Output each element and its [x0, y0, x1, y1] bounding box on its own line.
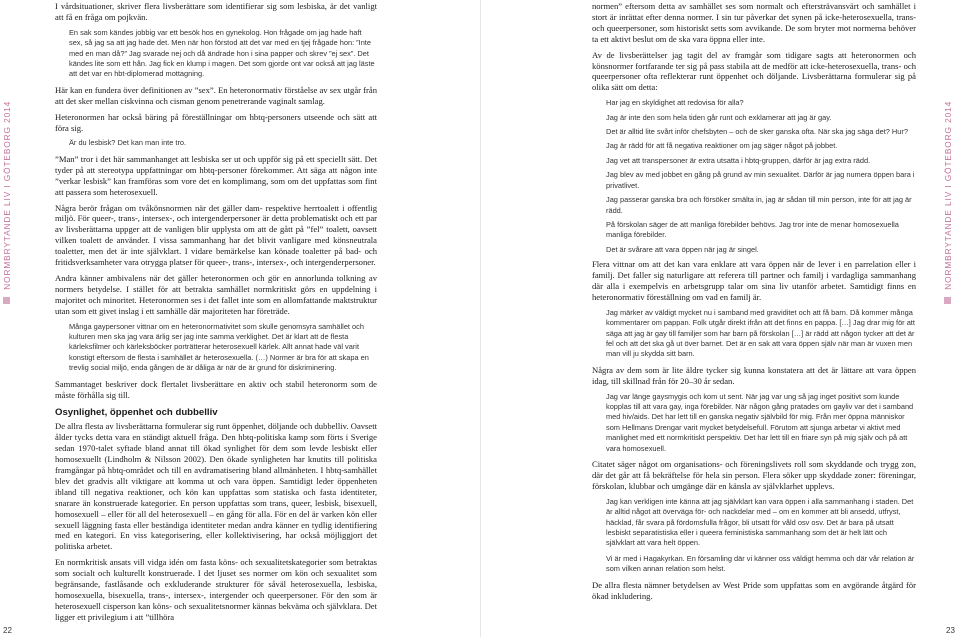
quote-item: Har jag en skyldighet att redovisa för alla?	[606, 98, 744, 108]
page-number-left: 22	[3, 626, 12, 635]
left-column	[55, 0, 377, 628]
running-title-right	[943, 4, 957, 304]
paragraph-older: Några av dem som är lite äldre tycker sig kunna konstatera att det är lättare att vara öppen idag, till skillnad från för 20–30 år sedan.	[592, 364, 916, 386]
paragraph-associations: Citatet säger något om organisations- och föreningslivets roll som skyddande och trygg zon, där det går att få bekräftelse för hela sin person. Flera söker upp skyddade zoner: föreningar, förskolan, klubbar och umgänge där en känsla av självklarhet upplevs.	[592, 459, 916, 491]
right-column	[592, 0, 916, 606]
section-heading: Osynlighet, öppenhet och dubbelliv	[55, 407, 218, 419]
quote-item: Det är alltid lite svårt inför chefsbyten – och de sker ganska ofta. När ska jag säga det? Hur?	[606, 127, 908, 137]
quote-pregnancy: Jag märker av väldigt mycket nu i samband med graviditet och att få barn. Då kommer många kommentarer om pappan. Folk utgår direkt ifrån att det finns en pappa. […] Jag drar mig för att säga att jag är gay till familjer som har barn på förskolan […] är rädd att någon tycker att det är fel och att det ska gå ut över barnet. Det är en sak att vara öppen själv när man är vuxen men man vill ju skydda sitt barn.	[606, 307, 915, 359]
quote-gaysmygis: Jag var länge gaysmygis och kom ut sent. När jag var ung så jag inget positivt som kunde kopplas till att vara gay, inga förebilder. När någon gång pratades om gayliv var det i samband med hiv/aids. Det har lett till en ganska negativ självbild för mig. Från mer öppna människor som Hellmans Drengar varit mycket betydelsefull. Förutom att sjunga arbetar vi aktivt med manlighet med ett normkritiskt perspektiv. Det har lett till en friare syn på mig själv och på att vara homosexuell.	[606, 391, 914, 453]
quote-lesbian: Är du lesbisk? Det kan man inte tro.	[69, 138, 187, 148]
paragraph-summary: Sammantaget beskriver dock flertalet livsberättare en aktiv och stabil heteronorm som de måste förhålla sig till.	[55, 378, 377, 400]
running-title-text: NORMBRYTANDE LIV I GÖTEBORG 2014	[943, 100, 953, 290]
quote-city: Jag kan verkligen inte känna att jag självklart kan vara öppen i alla sammanhang i staden. Det är alltid något att överväga för- och nackdelar med – om en kommer att bli ansedd, utfryst, häcklad, får svara på fördomsfulla frågor, bli utsatt för våld osv osv. Det är bara på utsatt lesbiskt separatistiska eller i queera feministiska sammanhang som det är helt lätt och självklart att vara helt öppen.	[606, 496, 914, 548]
paragraph-norm-continuation: normen” eftersom detta av samhället ses som normalt och eftersträvansvärt och samhället i stort är inrättat efter denna normer. I sin tur påverkar det synen på icke-heterosexuella, trans- och queerpersoner, som historiskt setts som avvikande. De som bryter mot normerna behöver ta ett aktivt beslut om de ska vara öppna eller inte.	[592, 1, 916, 44]
paragraph-family: Flera vittnar om att det kan vara enklare att vara öppen när de lever i en parrelation eller i familj. Det faller sig naturligare att referera till partner och familj i vardagliga sammanhang där alla i exempelvis en arbetsgrupp talar om sina liv utanför arbetet. Samtidigt finns en heteronormativ föreställning om vad en familj är.	[592, 259, 916, 302]
quote-item: Jag blev av med jobbet en gång på grund av min sexualitet. Därför är jag numera öppen bara i privatlivet.	[606, 170, 915, 190]
paragraph-ambivalence: Andra känner ambivalens när det gäller heteronormen och gör en annorlunda tolkning av normers betydelse. I stället för att betrakta samhället normkritiskt görs en uppdelning i majoritet och minoritet. Heteronormen ses i det fallet inte som en allomfattande maktstruktur utan som ett givet inslag i ett samhälle där majoriteten har företräde.	[55, 272, 377, 316]
paragraph-life-stories: Av de livsberättelser jag tagit del av framgår som tidigare sagts att heteronormen och könsnormer fortfarande ter sig på pass stabila att de medför att icke-heterosexuella, trans- och queerpersoner ofta reflekterar runt öppenhet och döljande. Livsberättarna formulerar sig på olika sätt om detta:	[592, 49, 916, 93]
paragraph-openness: De allra flesta av livsberättarna formulerar sig runt öppenhet, döljande och dubbelliv. Oavsett ålder tycks detta vara en ständigt aktuell fråga. Den hbtq-politiska kamp som förts i Sverige sedan 1970-talet syftade bland annat till ökad synlighet för dem som levde lesbiskt eller homosexuellt (Lindholm & Nilsson 2002). Den ökade synligheten har knutits till politiska framgångar på hbtq-området och till en avdramatisering bland allmänheten. I hbtq-samhället blev det gradvis allt viktigare att komma ut och vara öppen. Samtidigt leder öppenheten ibland till negativa reaktioner, och kön kan uppfattas som statiska och fasta identiteter, snarare än konstruerade kategorier. En person uppfattas som trans, queer, lesbisk, bisexuell, homosexuell – eller för all del heterosexuell – en gång för alla. För en del är varken kön eller sexuell läggning fasta eller beständiga identiteter medan andra känner en tydlig identifiering med en kategori. En viss kategorisering, eller kollektivisering, har också möjliggjort det politiska arbetet.	[55, 421, 377, 552]
quote-item: Jag är rädd för att få negativa reaktioner om jag säger något på jobbet.	[606, 141, 838, 151]
paragraph-stereotypes: ”Man” tror i det här sammanhanget att lesbiska ser ut och uppför sig på ett speciellt sätt. Det tyder på att stereotypa uppfattningar om hbtq-personer förekommer. Att säga att någon inte ”verkar lesbisk” kan framföras som vore det en komplimang, som om det uppfattas som fint att passera som heterosexuell.	[55, 153, 377, 197]
paragraph-sex-definition: Här kan en fundera över definitionen av ”sex”. En heteronormativ förståelse av sex utgår från att det sker mellan ciskvinna och cisman genom penetrerande vaginalt samlag.	[55, 84, 377, 106]
paragraph-intro: I vårdsituationer, skriver flera livsberättare som identifierar sig som lesbiska, är det vanligt att få en fråga om pojkvän.	[55, 1, 377, 22]
right-page	[480, 0, 960, 637]
title-square-icon	[4, 297, 11, 304]
title-square-icon	[945, 297, 952, 304]
quote-item: Jag är inte den som hela tiden går runt och exklamerar att jag är gay.	[606, 112, 832, 122]
quote-item: Det är svårare att vara öppen när jag är singel.	[606, 244, 759, 254]
quote-item: På förskolan säger de att manliga förebilder behövs. Jag tror inte de menar homosexuella manliga förebilder.	[606, 219, 899, 240]
paragraph-west-pride: De allra flesta nämner betydelsen av West Pride som uppfattas som en avgörande åtgärd för ökad inkludering.	[592, 579, 916, 601]
running-title-text: NORMBRYTANDE LIV I GÖTEBORG 2014	[2, 100, 12, 290]
paragraph-toilets: Några berör frågan om tvåkönsnormen när det gäller dam- respektive herrtoalett i offentlig miljö. För queer-, trans-, intersex-, och intergenderpersoner är detta problematiskt och ett par av livsberättarna uppger att de vanligen blir upplysta om att de gått på ”fel” toalett, oavsett vilken toalett de använder. I vissa sammanhang har det blivit vanligare med könsneutrala toaletter, men det är inte självklart. I vidare bemärkelse kan könade toaletter på bad- och fritidsverksamheter vara otrygga platser för queer-, trans-, intersex-, och intergenderpersoner.	[55, 202, 377, 268]
page-number-right: 23	[946, 626, 955, 635]
quote-gynecologist: En sak som kändes jobbig var ett besök hos en gynekolog. Hon frågade om jag hade haft sex, så jag sa att jag hade det. Men när hon förstod att det var med en tjej frågade hon: ”Inte med en man då?” Jag svarade nej och då ändrade hon i sina papper och skrev ”ej sex”. Det kändes lite som ett hån. Jag fick en klump i magen. Det som gjorde ont var också att jag läste att det var en hbt-diplomerad mottagning.	[69, 27, 375, 79]
paragraph-appearance: Heteronormen har också bäring på föreställningar om hbtq-personers utseende och sätt att föra sig.	[55, 111, 377, 133]
running-title-left	[2, 4, 16, 304]
quote-item: Jag vet att transpersoner är extra utsatta i hbtq-gruppen, därför är jag extra rädd.	[606, 155, 871, 165]
quote-item: Jag passerar ganska bra och försöker smälta in, jag är sådan till min person, inte för att jag är rädd.	[606, 195, 912, 215]
paragraph-norm-critical: En normkritisk ansats vill vidga idén om fasta köns- och sexualitetskategorier som betraktas som socialt och kulturellt konstruerade. I det ljuset ses normer om kön och sexualitet som begränsande, fastlåsande och exkluderande strukturer för såväl heterosexuella, lesbiska, homosexuella, bisexuella, trans-, intersex-, intergender och queerpersoner. För den som är heterosexuell cisperson kan köns- och sexualitetsnormer kännas bekväma och självklara. Det ligger ett privilegium i att ”tillhöra	[55, 557, 377, 622]
quote-gaypersons: Många gaypersoner vittnar om en heteronormativitet som skulle genomsyra samhället och kulturen men ska jag vara ärlig ser jag inte samma verklighet. Det är klart att de flesta kärleksfilmer och kärleksböcker porträtterar heterosexuell kärlek. Allt annat hade väl varit konstigt eftersom de flesta i samhället är heterosexuella. (…) Normer är bra för att skapa en trevlig social miljö, enda gången de är dåliga är när de är grund för diskriminering.	[69, 321, 369, 373]
quote-church: Vi är med i Hagakyrkan. En församling där vi känner oss väldigt hemma och där vår relation är som vilken annan relation som helst.	[606, 553, 915, 574]
